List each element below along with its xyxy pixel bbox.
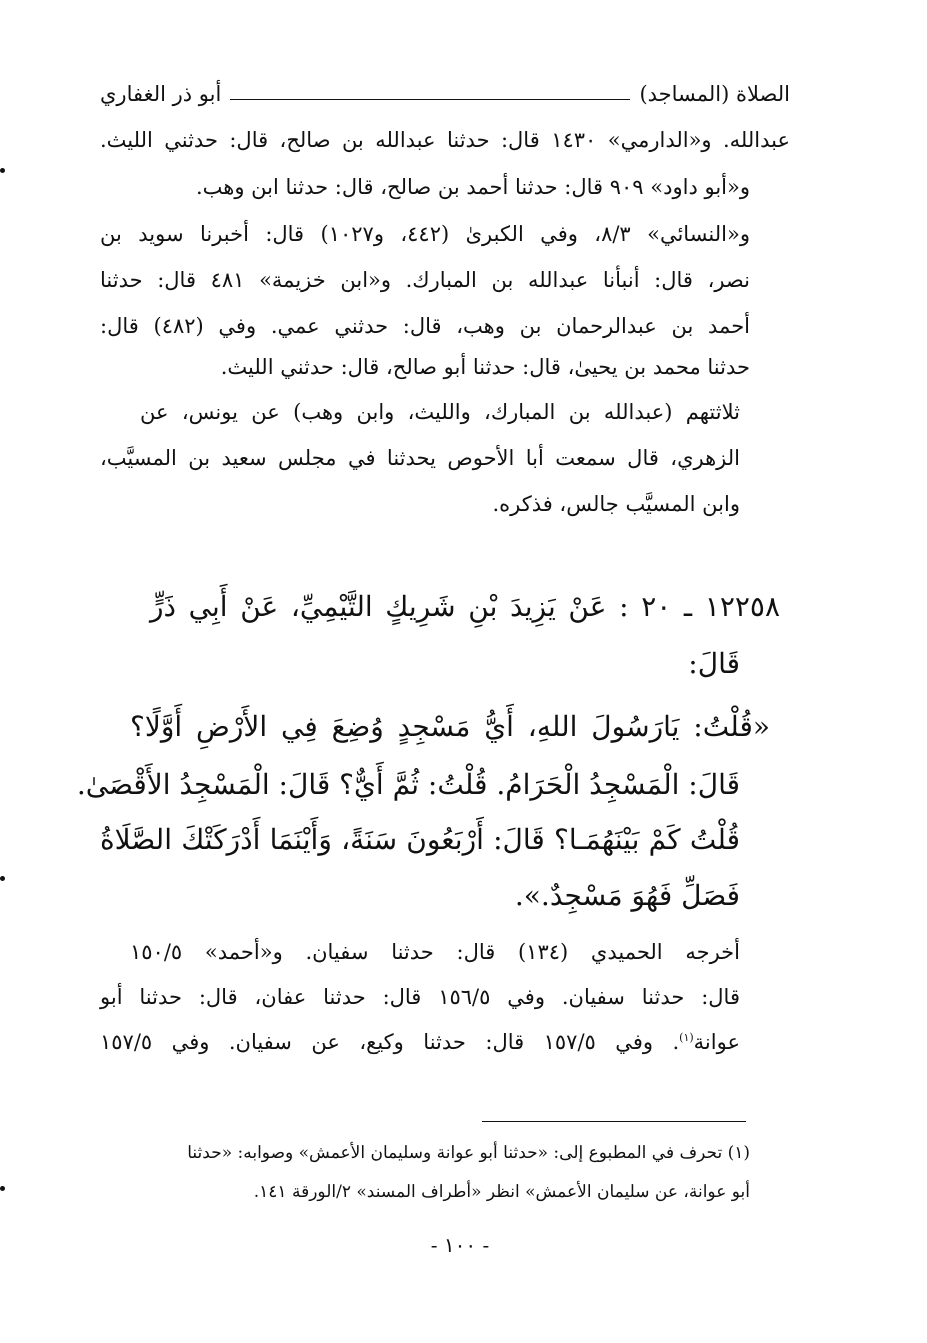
header-narrator-name: أبو ذر الغفاري [100, 82, 222, 106]
hadith-text-line: قَالَ: الْمَسْجِدُ الْحَرَامُ. قُلْتُ: ثُمَّ أَيٌّ؟ قَالَ: الْمَسْجِدُ الأَقْصَىٰ. [76, 768, 740, 801]
footnote-rule [482, 1121, 746, 1122]
header-rule [230, 99, 630, 100]
paragraph1-line: أحمد بن عبدالرحمان بن وهب، قال: حدثني عمي. وفي (٤٨٢) قال: [100, 314, 751, 338]
takhrij-word: عوانة [693, 1030, 740, 1054]
footnote-reference[interactable]: (١) [679, 1031, 694, 1044]
paragraph1-line: نصر، قال: أنبأنا عبدالله بن المبارك. و«ابن خزيمة» ٤٨١ قال: حدثنا [100, 268, 750, 292]
paragraph2-line: الزهري، قال سمعت أبا الأحوص يحدثنا في مجلس سعيد بن المسيَّب، [100, 446, 740, 470]
takhrij-line: قال: حدثنا سفيان. وفي ١٥٦/٥ قال: حدثنا عفان، قال: حدثنا أبو [100, 985, 740, 1009]
scan-mark [0, 1186, 5, 1191]
takhrij-text: . وفي ١٥٧/٥ قال: حدثنا وكيع، عن سفيان. وفي ١٥٧/٥ [100, 1030, 680, 1054]
takhrij-line [100, 1030, 740, 1054]
paragraph1-line: عبدالله. و«الدارمي» ١٤٣٠ قال: حدثنا عبدالله بن صالح، قال: حدثني الليث. [100, 128, 790, 152]
takhrij-line: أخرجه الحميدي (١٣٤) قال: حدثنا سفيان. و«أحمد» ١٥٠/٥ [130, 940, 740, 964]
scan-mark [0, 168, 5, 173]
page-number: - ١٠٠ - [430, 1233, 490, 1257]
paragraph2-line: وابن المسيَّب جالس، فذكره. [492, 492, 740, 516]
hadith-text-line: قُلْتُ كَمْ بَيْنَهُمَـا؟ قَالَ: أَرْبَعُونَ سَنَةً، وَأَيْنَمَا أَدْرَكَتْكَ الصَّلَاةُ [100, 823, 740, 856]
hadith-heading: ١٢٢٥٨ ـ ٢٠ : عَنْ يَزِيدَ بْنِ شَرِيكٍ التَّيْمِيِّ، عَنْ أَبِي ذَرٍّ [150, 590, 780, 623]
paragraph1-line: حدثنا محمد بن يحيىٰ، قال: حدثنا أبو صالح، قال: حدثني الليث. [220, 355, 750, 379]
hadith-text-line: فَصَلِّ فَهُوَ مَسْجِدٌ.». [514, 879, 740, 912]
footnote-line: (١) تحرف في المطبوع إلى: «حدثنا أبو عوانة وسليمان الأعمش» وصوابه: «حدثنا [187, 1143, 750, 1163]
running-header [100, 80, 790, 114]
header-section-title: الصلاة (المساجد) [639, 82, 790, 106]
paragraph1-line: و«أبو داود» ٩٠٩ قال: حدثنا أحمد بن صالح، قال: حدثنا ابن وهب. [196, 175, 750, 199]
hadith-text-line: «قُلْتُ: يَارَسُولَ اللهِ، أَيُّ مَسْجِدٍ وُضِعَ فِي الأَرْضِ أَوَّلًا؟ [130, 710, 770, 743]
footnote-line: أبو عوانة، عن سليمان الأعمش» انظر «أطراف المسند» ٢/الورقة ١٤١. [253, 1182, 750, 1202]
hadith-heading-qala: قَالَ: [688, 647, 740, 680]
scan-mark [0, 876, 5, 881]
paragraph2-line: ثلاثتهم (عبدالله بن المبارك، والليث، وابن وهب) عن يونس، عن [140, 400, 740, 424]
paragraph1-line: و«النسائي» ٨/٣، وفي الكبرىٰ (٤٤٢، و١٠٢٧) قال: أخبرنا سويد بن [100, 222, 750, 246]
